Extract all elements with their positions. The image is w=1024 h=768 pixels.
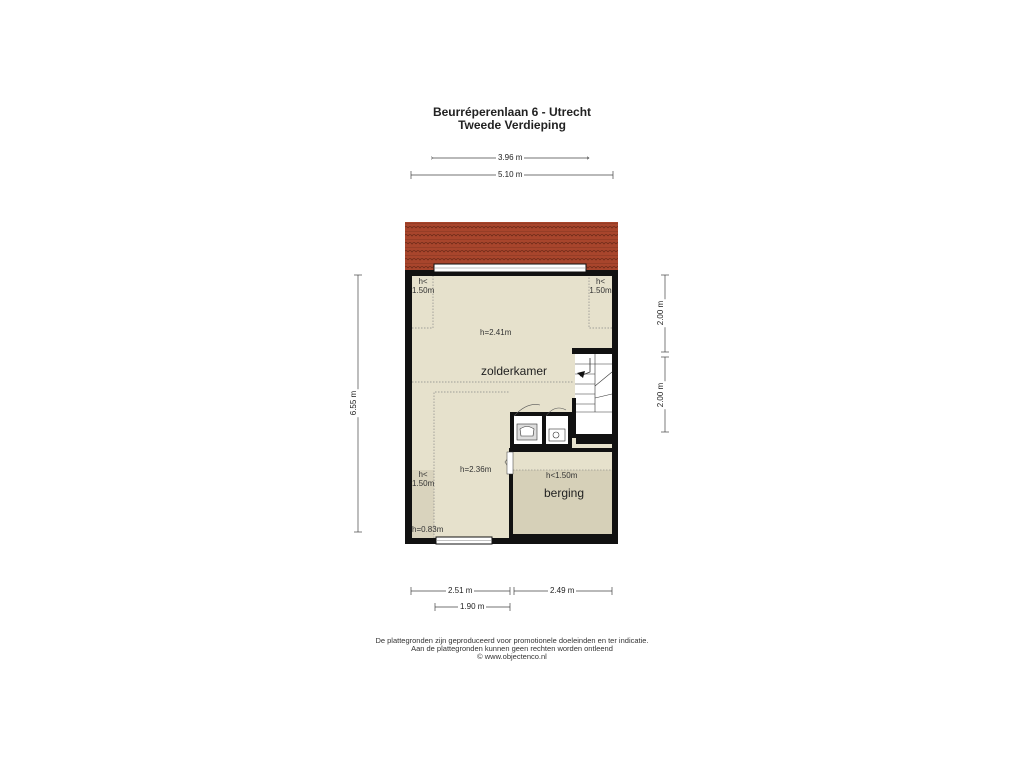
- height-corner-tr-line2: 1.50m: [589, 286, 612, 295]
- stair-wall-top: [572, 348, 612, 354]
- dim-bottom-left: 2.51 m: [448, 586, 473, 595]
- dim-right-upper: 2.00 m: [656, 300, 666, 326]
- height-corner-tl: [412, 277, 434, 295]
- height-min: h=0.83m: [412, 525, 444, 534]
- plan-address-title: Beurréperenlaan 6 - Utrecht: [432, 105, 592, 119]
- height-left-zone-line2: 1.50m: [412, 479, 435, 488]
- height-storage: h<1.50m: [546, 471, 578, 480]
- height-corner-tl-line1: h<: [418, 277, 428, 286]
- room-name-zolderkamer: zolderkamer: [481, 364, 548, 378]
- height-main: h=2.41m: [480, 328, 512, 337]
- height-dormer: h=2.36m: [460, 465, 492, 474]
- height-left-zone: [412, 470, 434, 488]
- height-corner-tl-line2: 1.50m: [412, 286, 435, 295]
- dim-bottom-inner: 1.90 m: [460, 602, 485, 611]
- plan-floor-title: Tweede Verdieping: [458, 118, 566, 132]
- dim-top-outer: 5.10 m: [498, 170, 523, 179]
- dim-right-lower: 2.00 m: [656, 382, 666, 408]
- dim-left-height: 6.55 m: [349, 390, 359, 416]
- disclaimer-line-2: Aan de plattegronden kunnen geen rechten worden ontleend: [411, 644, 613, 653]
- room-name-berging: berging: [544, 486, 585, 500]
- dim-top-inner: 3.96 m: [498, 153, 523, 162]
- copyright-link[interactable]: © www.objectenco.nl: [477, 652, 547, 661]
- height-corner-tr: [589, 277, 612, 295]
- storage-low-band: [513, 452, 612, 470]
- height-corner-tr-line1: h<: [595, 277, 606, 286]
- dim-bottom-right: 2.49 m: [550, 586, 575, 595]
- height-left-zone-line1: h<: [418, 470, 428, 479]
- disclaimer-line-1: De plattegronden zijn geproduceerd voor promotionele doeleinden en ter indicatie.: [375, 636, 649, 645]
